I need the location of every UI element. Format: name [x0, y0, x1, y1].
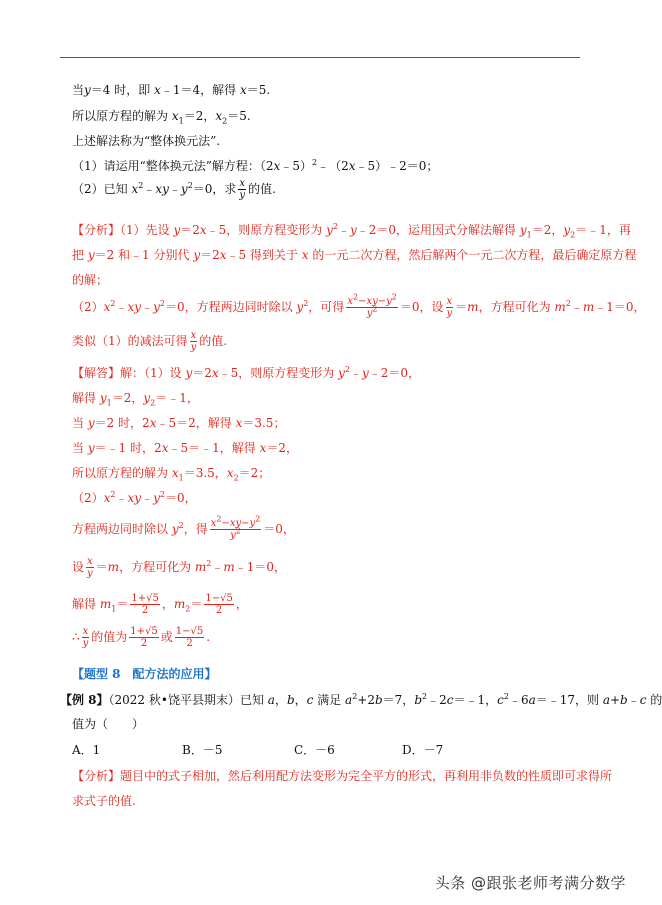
- solution-line-1: 【解答】解：（1）设 y＝2x﹣5，则原方程变形为 $y^2﹣y﹣2=0$，: [72, 365, 421, 380]
- header-rule: [60, 57, 580, 58]
- solution-line-3: 当 y＝2 时，2x﹣5＝2，解得 x＝3.5；: [72, 416, 286, 430]
- solution-line-5: 所以原方程的解为 $x_1=3.5$，$x_2=2$；: [72, 466, 271, 483]
- solution-line-8: 设 $\frac{x}{y}$ ＝m，方程可化为 $m^2﹣m﹣1=0$，: [72, 556, 287, 579]
- analysis-line-4: $(2)x^2﹣xy﹣y^2=0$，方程两边同时除以 $y^2$，可得 $\frac{x^2-xy-y^2}{y^2}$ ＝0，设 $\frac{x}{y}$ ＝m，方程可化为 $m^2﹣m﹣1=0$，: [72, 292, 646, 319]
- example-analysis-line-2: 求式子的值.: [72, 794, 136, 808]
- example-analysis-line-1: 【分析】题目中的式子相加，然后利用配方法变形为完全平方的形式，再利用非负数的性质即可求得所: [72, 769, 613, 783]
- option-a[interactable]: A．1: [72, 743, 101, 757]
- question-1: （1）请运用“整体换元法”解方程：（2x﹣5）$^2$﹣（2x﹣5）﹣2＝0；: [72, 158, 439, 173]
- options-row: [72, 742, 592, 758]
- option-d[interactable]: D．－7: [402, 743, 444, 757]
- option-c[interactable]: C．－6: [294, 743, 335, 757]
- analysis-line-3: 的解；: [72, 273, 109, 287]
- solution-line-2: 解得 $y_1=2$，$y_2=﹣1$，: [72, 391, 199, 408]
- solution-line-4: 当 y＝﹣1 时，2x﹣5＝﹣1，解得 x＝2，: [72, 441, 298, 455]
- watermark: 头条 @跟张老师考满分数学: [434, 874, 626, 892]
- text-line-2: 所以原方程的解为 $x_1=2$，$x_2=5$.: [72, 109, 251, 126]
- solution-line-6: $(2)x^2﹣xy﹣y^2=0$，: [72, 490, 197, 505]
- analysis-line-1: 【分析】（1）先设 y＝2x﹣5，则原方程变形为 $y^2﹣y﹣2=0$，运用因式分解法解得 $y_1=2$，$y_2=﹣1$，再: [72, 222, 631, 240]
- solution-line-9: 解得 $m_1=$ $\frac{1+√5}{2}$ ，$m_2=$ $\frac{1-√5}{2}$ ，: [72, 593, 248, 616]
- text-line-1: 当y＝4 时，即 x﹣1＝4，解得 x＝5.: [72, 83, 271, 97]
- analysis-line-2: 把 y＝2 和﹣1 分别代 y＝2x﹣5 得到关于 x 的一元二次方程，然后解两个一元二次方程，最后确定原方程: [72, 248, 637, 262]
- question-2: （2）已知 $x^2﹣xy﹣y^2=0$，求 $\frac{x}{y}$ 的值.: [72, 178, 276, 201]
- solution-line-10: ∴ $\frac{x}{y}$ 的值为 $\frac{1+√5}{2}$ 或 $\frac{1-√5}{2}$ .: [72, 626, 211, 649]
- option-b[interactable]: B．－5: [182, 743, 223, 757]
- section-heading: 【题型 8 配方法的应用】: [72, 667, 217, 681]
- example-line-1: 【例 8】（2022 秋•饶平县期末）已知 a，b，c 满足 $a^2+2b=7$，$b^2﹣2c=﹣1$，$c^2﹣6a=﹣17$，则 a+b﹣c 的: [60, 692, 662, 707]
- text-line-3: 上述解法称为“整体换元法”.: [72, 134, 221, 148]
- example-line-2: 值为（ ）: [72, 717, 145, 731]
- solution-line-7: 方程两边同时除以 $y^2$，得 $\frac{x^2-xy-y^2}{y^2}$ ＝0，: [72, 514, 295, 541]
- analysis-line-5: 类似（1）的减法可得 $\frac{x}{y}$ 的值.: [72, 330, 228, 353]
